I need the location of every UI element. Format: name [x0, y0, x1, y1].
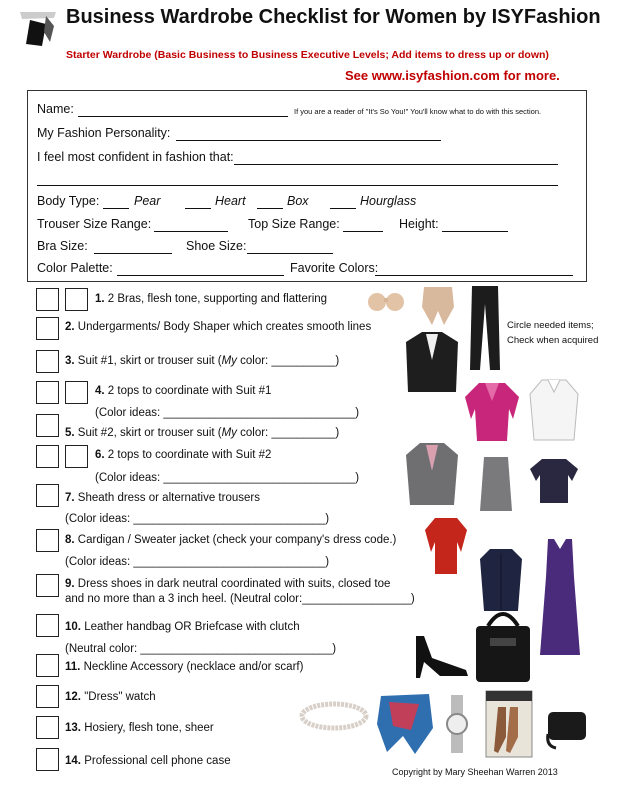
body-type-box-blank[interactable] [257, 208, 283, 209]
list-item: 13. Hosiery, flesh tone, sheer [65, 722, 214, 734]
height-field[interactable] [442, 231, 508, 232]
isyfashion-logo [16, 6, 60, 50]
body-type-heart-blank[interactable] [185, 208, 211, 209]
list-item: 10. Leather handbag OR Briefcase with clutch [65, 621, 300, 633]
body-type-heart: Heart [215, 194, 246, 208]
name-note: If you are a reader of "It's So You!" You'll know what to do with this section. [294, 107, 542, 116]
black-suit-jacket-image [404, 330, 460, 396]
favorite-colors-field[interactable] [375, 275, 573, 276]
pink-top-image [463, 379, 521, 445]
list-item: 7. Sheath dress or alternative trousers [65, 492, 260, 504]
list-item-line2: (Color ideas: ______________________________) [95, 407, 360, 419]
name-field[interactable] [78, 116, 288, 117]
body-type-label: Body Type: [37, 194, 100, 208]
pearl-necklace-image [298, 700, 370, 734]
checkbox-8[interactable] [36, 529, 59, 552]
page-subtitle: Starter Wardrobe (Basic Business to Business Executive Levels; Add items to dress up or down) [66, 49, 549, 61]
dress-watch-image [441, 693, 473, 755]
bra-image [366, 288, 406, 314]
checkbox-4a[interactable] [36, 381, 59, 404]
name-label: Name: [37, 102, 74, 116]
black-trousers-image [468, 284, 502, 372]
list-item: 11. Neckline Accessory (necklace and/or scarf) [65, 661, 304, 673]
personal-info-box [27, 90, 587, 282]
list-item: 3. Suit #1, skirt or trouser suit (My color: __________) [65, 355, 340, 367]
bra-size-label: Bra Size: [37, 239, 88, 253]
favorite-colors-label: Favorite Colors: [290, 261, 379, 275]
list-item-line2: and no more than a 3 inch heel. (Neutral color:_________________) [65, 593, 415, 605]
list-item: 2. Undergarments/ Body Shaper which creates smooth lines [65, 321, 372, 333]
red-top-image [423, 516, 469, 576]
body-shaper-image [418, 285, 458, 327]
checkbox-1b[interactable] [65, 288, 88, 311]
body-type-box: Box [287, 194, 309, 208]
list-item: 9. Dress shoes in dark neutral coordinated with suits, closed toe [65, 578, 391, 590]
silk-scarf-image [375, 690, 435, 756]
list-item: 4. 2 tops to coordinate with Suit #1 [95, 385, 272, 397]
personality-field[interactable] [176, 140, 441, 141]
bra-size-field[interactable] [94, 253, 172, 254]
shoe-size-label: Shoe Size: [186, 239, 247, 253]
list-item: 12. "Dress" watch [65, 691, 156, 703]
height-label: Height: [399, 217, 439, 231]
top-size-field[interactable] [343, 231, 383, 232]
side-note: Circle needed items; Check when acquired [507, 320, 599, 346]
trouser-size-label: Trouser Size Range: [37, 217, 152, 231]
grey-suit-jacket-image [404, 441, 460, 509]
list-item-line2: (Neutral color: ______________________________) [65, 643, 337, 655]
copyright: Copyright by Mary Sheehan Warren 2013 [392, 767, 558, 777]
white-blouse-image [528, 376, 580, 444]
phone-case-image [544, 704, 590, 750]
navy-top-image [528, 455, 580, 505]
list-item: 1. 2 Bras, flesh tone, supporting and flattering [95, 293, 328, 305]
list-item-line2: (Color ideas: ______________________________) [95, 472, 360, 484]
list-item: 6. 2 tops to coordinate with Suit #2 [95, 449, 272, 461]
body-type-hourglass-blank[interactable] [330, 208, 356, 209]
page-title: Business Wardrobe Checklist for Women by ISYFashion [66, 6, 601, 28]
website-link[interactable]: See www.isyfashion.com for more. [345, 68, 560, 83]
checkbox-12[interactable] [36, 685, 59, 708]
purple-sheath-dress-image [538, 537, 582, 657]
checkbox-7[interactable] [36, 484, 59, 507]
list-item: 8. Cardigan / Sweater jacket (check your company's dress code.) [65, 534, 397, 546]
checkbox-9[interactable] [36, 574, 59, 597]
list-item-line2: (Color ideas: ______________________________) [65, 556, 330, 568]
hosiery-package-image [484, 689, 534, 759]
checkbox-10[interactable] [36, 614, 59, 637]
confident-label: I feel most confident in fashion that: [37, 150, 234, 164]
black-handbag-image [470, 604, 536, 684]
checkbox-11[interactable] [36, 654, 59, 677]
checkbox-6a[interactable] [36, 445, 59, 468]
checkbox-14[interactable] [36, 748, 59, 771]
color-palette-label: Color Palette: [37, 261, 113, 275]
checkbox-13[interactable] [36, 716, 59, 739]
checkbox-2[interactable] [36, 317, 59, 340]
checkbox-4b[interactable] [65, 381, 88, 404]
body-type-hourglass: Hourglass [360, 194, 417, 208]
trouser-size-field[interactable] [154, 231, 228, 232]
shoe-size-field[interactable] [247, 253, 333, 254]
grey-skirt-image [478, 455, 514, 513]
list-item-line2: (Color ideas: ______________________________) [65, 513, 330, 525]
checkbox-1a[interactable] [36, 288, 59, 311]
checkbox-5[interactable] [36, 414, 59, 437]
confident-field[interactable] [234, 164, 558, 165]
body-type-pear-blank[interactable] [103, 208, 129, 209]
checkbox-3[interactable] [36, 350, 59, 373]
body-type-pear: Pear [134, 194, 161, 208]
checkbox-6b[interactable] [65, 445, 88, 468]
color-palette-field[interactable] [117, 275, 284, 276]
top-size-label: Top Size Range: [248, 217, 340, 231]
black-pump-shoe-image [412, 632, 470, 680]
list-item: 14. Professional cell phone case [65, 755, 231, 767]
personality-label: My Fashion Personality: [37, 126, 171, 140]
confident-field-line2[interactable] [37, 185, 558, 186]
list-item: 5. Suit #2, skirt or trouser suit (My color: __________) [65, 427, 340, 439]
